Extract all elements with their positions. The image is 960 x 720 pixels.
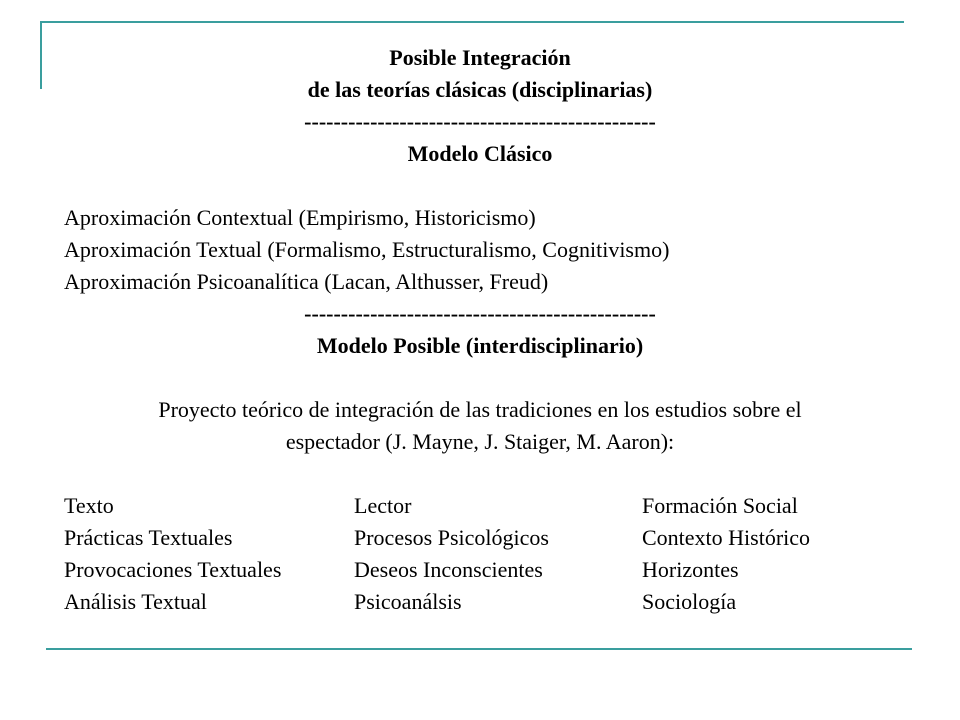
top-rule — [40, 21, 904, 23]
possible-separator: ------------------------------------------------ — [304, 301, 656, 326]
column-text — [64, 490, 281, 618]
column-social-item: Formación Social — [642, 493, 798, 518]
column-text-item: Provocaciones Textuales — [64, 557, 282, 582]
possible-model-title: Modelo Posible (interdisciplinario) — [316, 333, 644, 358]
column-social-item: Sociología — [642, 589, 737, 614]
approach-psychoanalytic: Aproximación Psicoanalítica (Lacan, Althusser, Freud) — [64, 269, 549, 294]
column-social — [642, 490, 810, 618]
bottom-rule — [46, 648, 912, 650]
description-line-2: espectador (J. Mayne, J. Staiger, M. Aaron): — [285, 429, 675, 454]
approach-textual: Aproximación Textual (Formalismo, Estructuralismo, Cognitivismo) — [64, 237, 670, 262]
classic-model-title: Modelo Clásico — [407, 141, 553, 166]
column-text-item: Análisis Textual — [64, 589, 207, 614]
column-reader-item: Procesos Psicológicos — [354, 525, 549, 550]
heading-line-2: de las teorías clásicas (disciplinarias) — [307, 77, 653, 102]
heading-line-1: Posible Integración — [389, 45, 571, 70]
column-text-item: Prácticas Textuales — [64, 525, 233, 550]
heading-separator: ------------------------------------------------ — [304, 109, 656, 134]
column-reader-item: Psicoanálsis — [354, 589, 462, 614]
column-reader-item: Lector — [354, 493, 412, 518]
column-reader-item: Deseos Inconscientes — [354, 557, 543, 582]
column-social-item: Horizontes — [642, 557, 739, 582]
column-text-item: Texto — [64, 493, 114, 518]
description-line-1: Proyecto teórico de integración de las tradiciones en los estudios sobre el — [158, 397, 802, 422]
approach-contextual: Aproximación Contextual (Empirismo, Historicismo) — [64, 205, 536, 230]
column-reader — [354, 490, 549, 618]
column-social-item: Contexto Histórico — [642, 525, 811, 550]
